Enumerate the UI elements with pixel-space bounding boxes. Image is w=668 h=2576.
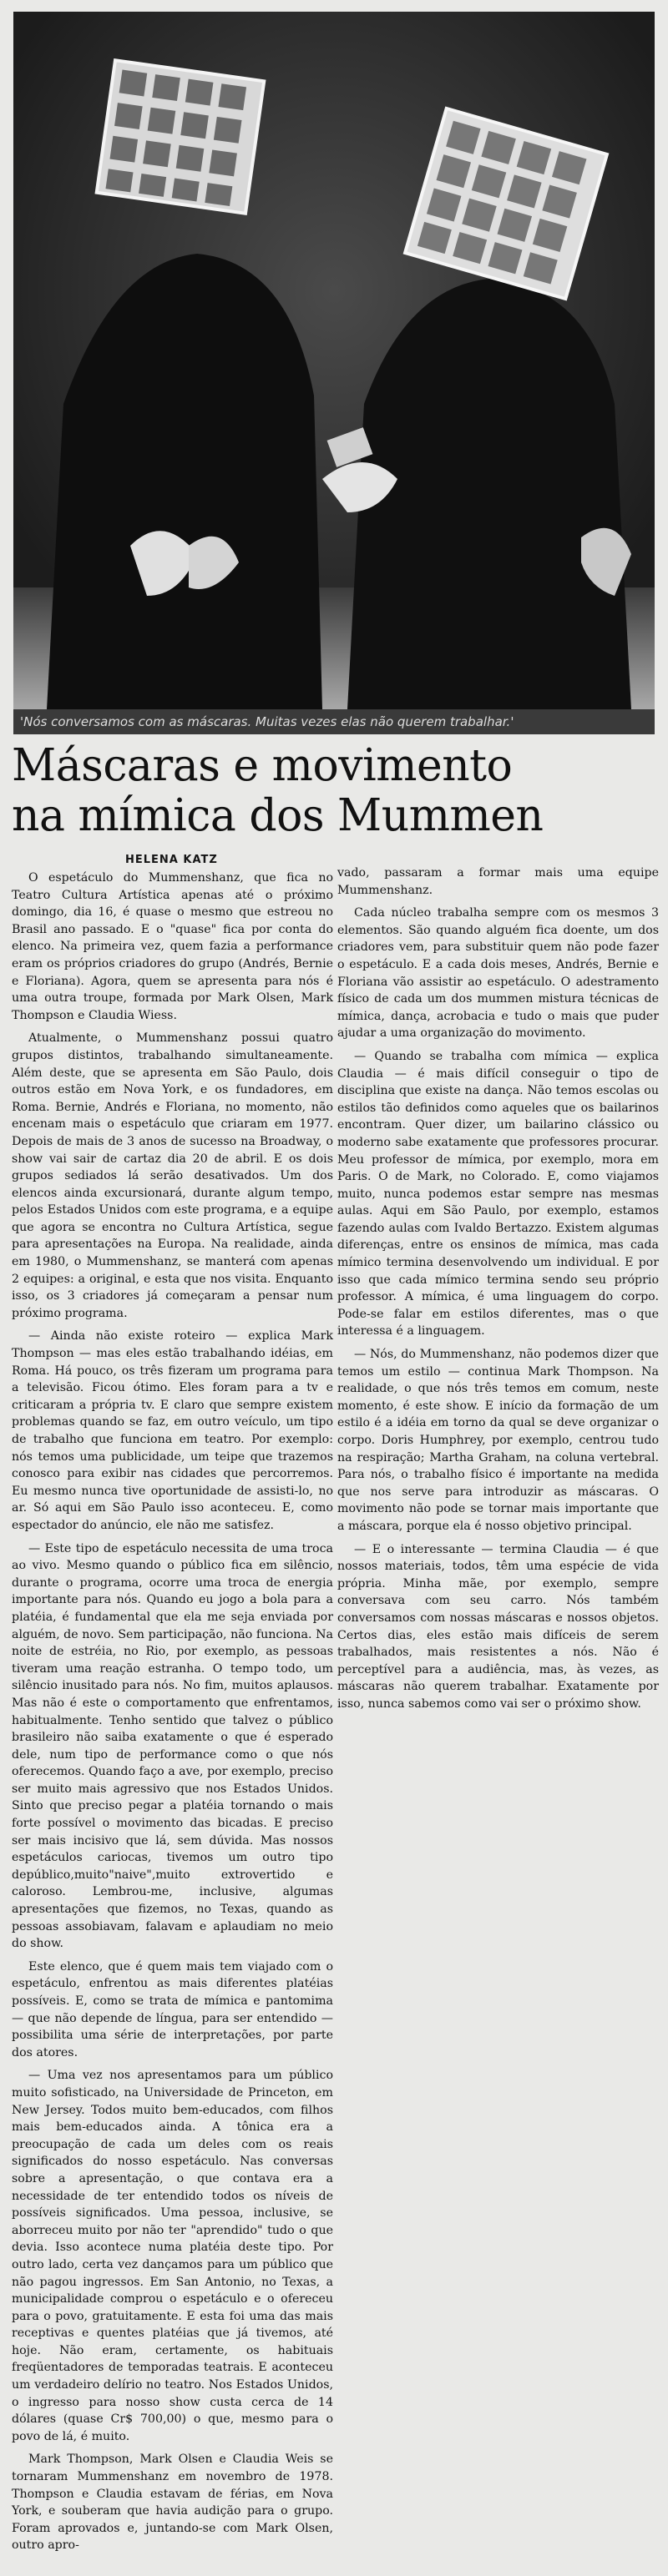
article-paragraph: vado, passaram a formar mais uma equipe Mummenshanz.: [337, 866, 659, 897]
article-paragraph: Cada núcleo trabalha sempre com os mesmos 3 elementos. São quando alguém fica doente, um dos criadores vem, para substituir quem não pode fazer o espetáculo. E a cada dois meses, Andrés, Bernie e Floriana vão assistir ao espetáculo. O adestramento físico de cada um dos mummen mistura técnicas de mímica, dança, acrobacia e tudo o mais que puder ajudar a uma organização do movimento.: [337, 906, 659, 1041]
article-paragraph: — Quando se trabalha com mímica — explica Claudia — é mais difícil conseguir o tipo de disciplina que existe na dança. Não temos escolas ou estilos tão definidos como aqueles que os bailarinos encontram. Quer dizer, um bailarino clássico ou moderno sabe exatamente que professores procurar. Meu professor de mímica, por exemplo, mora em Paris. O de Mark, no Colorado. E, como viajamos muito, nunca podemos estar sempre nas mesmas aulas. Aqui em São Paulo, por exemplo, estamos fazendo aulas com Ivaldo Bertazzo. Existem algumas diferenças, entre os ensinos de mímica, mas cada mímico termina desenvolvendo um individual. E por isso que cada mímico termina sendo seu próprio professor. A mímica, é uma linguagem do corpo. Pode-se falar em estilos diferentes, mas o que interessa é a linguagem.: [337, 1049, 659, 1338]
article-paragraph: — Este tipo de espetáculo necessita de uma troca ao vivo. Mesmo quando o público fica em silêncio, durante o programa, ocorre uma troca de energia importante para nós. Quando eu jogo a bola para a platéia, é fundamental que ela me seja enviada por alguém, de novo. Sem participação, não funciona. Na noite de estréia, no Rio, por exemplo, as pessoas tiveram uma reação estranha. O tempo todo, um silêncio inusitado para nós. No fim, muitos aplausos. Mas não é este o comportamento que enfrentamos, habitualmente. Tenho sentido que talvez o público brasileiro não saiba exatamente o que é esperado dele, num tipo de performance como o que nós oferecemos. Quando faço a ave, por exemplo, preciso ser muito mais agressivo que nos Estados Unidos. Sinto que preciso pegar a platéia tornando o mais forte possível o movimento das bicadas. E preciso ser mais incisivo que lá, sem dúvida. Mas nossos espetáculos cariocas, tivemos um outro tipo depúblico,muito"naive",muito extrovertido e caloroso. Lembrou-me, inclusive, algumas apresentações que fizemos, no Texas, quando as pessoas assobiavam, falavam e aplaudiam no meio do show.: [12, 1541, 333, 1951]
article-headline: [12, 741, 644, 841]
article-paragraph: Este elenco, que é quem mais tem viajado com o espetáculo, enfrentou as mais diferentes platéias possíveis. E, como se trata de mímica e pantomima — que não depende de língua, para ser entendido — possibilita uma série de interpretações, por parte dos atores.: [12, 1959, 333, 2059]
article-paragraph: O espetáculo do Mummenshanz, que fica no Teatro Cultura Artística apenas até o próximo domingo, dia 16, é quase o mesmo que estreou no Brasil ano passado. E o "quase" fica por conta do elenco. Na primeira vez, quem fazia a performance eram os próprios criadores do grupo (Andrés, Bernie e Floriana). Agora, quem se apresenta para nós é uma outra troupe, formada por Mark Olsen, Mark Thompson e Claudia Wiess.: [12, 871, 333, 1022]
byline: HELENA KATZ: [125, 854, 218, 866]
headline-line-1: Máscaras e movimento: [12, 740, 513, 791]
photo-caption: 'Nós conversamos com as máscaras. Muitas vezes elas não querem trabalhar.': [13, 709, 655, 734]
article-paragraph: Mark Thompson, Mark Olsen e Claudia Weis se tornaram Mummenshanz em novembro de 1978. Thompson e Claudia estavam de férias, em Nova York, e souberam que havia audição para o grupo. Foram aprovados e, juntando-se com Mark Olsen, outro apro-: [12, 2452, 333, 2553]
article-paragraph: — Nós, do Mummenshanz, não podemos dizer que temos um estilo — continua Mark Thompson. Na realidade, o que nós três temos em comum, neste momento, é este show. E início da formação de um estilo é a idéia em torno da qual se deve organizar o corpo. Doris Humphrey, por exemplo, centrou tudo na respiração; Martha Graham, na coluna vertebral. Para nós, o trabalho físico é importante na medida que nos serve para introduzir as máscaras. O movimento não pode se tornar mais importante que a máscara, porque ela é nosso objetivo principal.: [337, 1348, 659, 1533]
headline-line-2: na mímica dos Mummen: [12, 790, 544, 841]
article-paragraph: — Uma vez nos apresentamos para um público muito sofisticado, na Universidade de Princeton, em New Jersey. Todos muito bem-educados, com filhos mais bem-educados ainda. A tônica era a preocupação de cada um deles com os reais significados do nosso espetáculo. Nas conversas sobre a apresentação, o que contava era a necessidade de ter entendido todos os níveis de possíveis significados. Uma pessoa, inclusive, se aborreceu muito por não ter "aprendido" tudo o que devia. Isso acontece numa platéia deste tipo. Por outro lado, certa vez dançamos para um público que não pagou ingressos. Em San Antonio, no Texas, a municipalidade comprou o espetáculo e o ofereceu para o povo, gratuitamente. E esta foi uma das mais receptivas e quentes platéias que já tivemos, até hoje. Não eram, certamente, os habituais freqüentadores de temporadas teatrais. E aconteceu um verdadeiro delírio no teatro. Nos Estados Unidos, o ingresso para nosso show custa cerca de 14 dólares (quase Cr$ 700,00) o que, mesmo para o povo de lá, é muito.: [12, 2069, 333, 2443]
article-column-right: [337, 865, 659, 1719]
mime-performers-image: [13, 12, 655, 709]
performance-photo: [13, 12, 655, 709]
article-column-left: [12, 870, 333, 2560]
article-paragraph: Atualmente, o Mummenshanz possui quatro grupos distintos, trabalhando simultaneamente. Além deste, que se apresenta em São Paulo, dois outros estão em Nova York, e os fundadores, em Roma. Bernie, Andrés e Floriana, no momento, não encenam mais o espetáculo que criaram em 1977. Depois de mais de 3 anos de sucesso na Broadway, o show vai sair de cartaz dia 20 de abril. E os dois grupos sediados lá serão desativados. Um dos elencos ainda excursionará, durante algum tempo, pelos Estados Unidos com este programa, e a equipe que agora se encontra no Cultura Artística, segue para apresentações na Europa. Na realidade, ainda em 1980, o Mummenshanz, se manterá com apenas 2 equipes: a original, e esta que nos visita. Enquanto isso, os 3 criadores já começaram a pensar num próximo programa.: [12, 1031, 333, 1320]
article-paragraph: — Ainda não existe roteiro — explica Mark Thompson — mas eles estão trabalhando idéias, em Roma. Há pouco, os três fizeram um programa para a televisão. Ficou ótimo. Eles foram para a tv e criticaram a própria tv. E claro que sempre existem problemas quando se faz, em outro veículo, um tipo de trabalho que funciona em teatro. Por exemplo: nós temos uma publicidade, um teipe que trazemos conosco para exibir nas cidades que percorremos. Eu mesmo nunca tive oportunidade de assisti-lo, no ar. Só aqui em São Paulo isso aconteceu. E, como espectador do anúncio, ele não me satisfez.: [12, 1329, 333, 1532]
article-paragraph: — E o interessante — termina Claudia — é que nossos materiais, todos, têm uma espécie de vida própria. Minha mãe, por exemplo, sempre conversava com seu carro. Nós também conversamos com nossas máscaras e nossos objetos. Certos dias, eles estão mais difíceis de serem trabalhados, mais resistentes a nós. Não é perceptível para a audiência, mas, às vezes, as máscaras não querem trabalhar. Exatamente por isso, nunca sabemos como vai ser o próximo show.: [337, 1542, 659, 1711]
